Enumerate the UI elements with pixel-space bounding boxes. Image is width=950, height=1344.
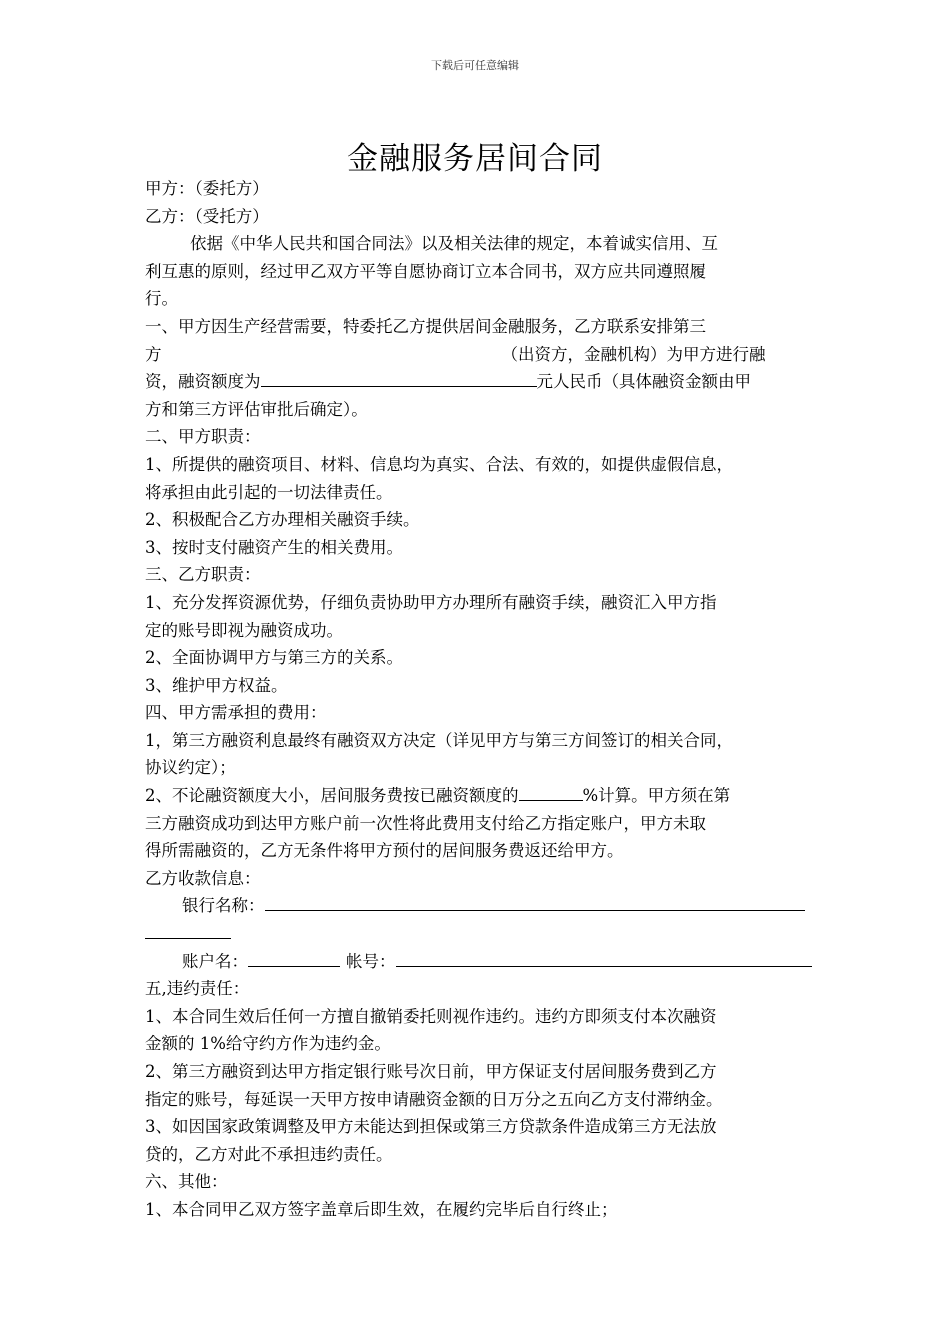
section-1-funder-text: （出资方，金融机构）为甲方进行融 [501, 344, 766, 364]
account-number-label: 帐号： [346, 951, 396, 971]
section-5-item-2b: 指定的账号，每延误一天甲方按申请融资金额的日万分之五向乙方支付滞纳金。 [145, 1089, 723, 1109]
intro-line-3: 行。 [145, 289, 178, 309]
section-4-item-1b: 协议约定）； [145, 758, 236, 778]
section-3-item-1b: 定的账号即视为融资成功。 [145, 620, 343, 640]
section-2-item-1a: 1、所提供的融资项目、材料、信息均为真实、合法、有效的，如提供虚假信息， [145, 454, 733, 474]
financing-amount-label: 资，融资额度为 [145, 372, 261, 392]
account-number-blank [396, 949, 812, 967]
section-4-item-2b: 三方融资成功到达甲方账户前一次性将此费用支付给乙方指定账户，甲方未取 [145, 813, 706, 833]
section-1-line-2 [145, 341, 821, 369]
account-line [145, 948, 821, 976]
section-3-heading: 三、乙方职责： [145, 565, 261, 585]
party-a-line: 甲方：（委托方） [145, 179, 269, 198]
section-2-item-2: 2、积极配合乙方办理相关融资手续。 [145, 510, 420, 530]
intro-line-1: 依据《中华人民共和国合同法》以及相关法律的规定，本着诚实信用、互 [190, 234, 718, 254]
document-title: 金融服务居间合同 [347, 141, 603, 177]
section-3-item-1a: 1、充分发挥资源优势，仔细负责协助甲方办理所有融资手续，融资汇入甲方指 [145, 592, 717, 612]
section-3-item-2: 2、全面协调甲方与第三方的关系。 [145, 648, 403, 668]
section-1-line-1: 一、甲方因生产经营需要，特委托乙方提供居间金融服务，乙方联系安排第三 [145, 316, 706, 336]
section-1-line-3 [145, 368, 821, 396]
section-6-heading: 六、其他： [145, 1172, 228, 1192]
section-1-line-4: 方和第三方评估审批后确定）。 [145, 399, 368, 419]
bank-name-blank [265, 893, 805, 911]
account-name-label: 账户名： [182, 951, 248, 971]
section-5-heading: 五,违约责任： [145, 979, 250, 999]
page-header: 下载后可任意编辑 [431, 59, 519, 72]
bank-name-line-cont [145, 920, 821, 948]
intro-line-2: 利互惠的原则，经过甲乙双方平等自愿协商订立本合同书，双方应共同遵照履 [145, 261, 706, 281]
section-3-item-3: 3、维护甲方权益。 [145, 675, 288, 695]
section-5-item-1a: 1、本合同生效后任何一方擅自撤销委托则视作违约。违约方即须支付本次融资 [145, 1006, 717, 1026]
contract-body [145, 175, 821, 1224]
bank-name-label: 银行名称： [182, 896, 265, 916]
section-4-item-1a: 1，第三方融资利息最终有融资双方决定（详见甲方与第三方间签订的相关合同， [145, 730, 733, 750]
section-5-item-2a: 2、第三方融资到达甲方指定银行账号次日前，甲方保证支付居间服务费到乙方 [145, 1062, 717, 1081]
section-5-item-1b: 金额的 1%给守约方作为违约金。 [145, 1034, 391, 1054]
fee-rate-label: 2、不论融资额度大小，居间服务费按已融资额度的 [145, 786, 519, 806]
payment-info-heading: 乙方收款信息： [145, 868, 261, 888]
section-4-heading: 四、甲方需承担的费用： [145, 703, 327, 723]
financing-amount-blank [261, 369, 537, 387]
section-4-item-2a [145, 782, 821, 810]
section-2-item-1b: 将承担由此引起的一切法律责任。 [145, 482, 393, 502]
bank-name-line [145, 892, 821, 920]
bank-name-blank-cont [145, 921, 231, 939]
section-2-heading: 二、甲方职责： [145, 427, 261, 447]
section-1-fang: 方 [145, 344, 162, 364]
account-name-blank [248, 949, 340, 967]
party-b-line: 乙方：（受托方） [145, 206, 269, 226]
fee-rate-suffix: %计算。甲方须在第 [582, 786, 731, 806]
fee-rate-blank [519, 783, 583, 801]
financing-amount-unit: 元人民币（具体融资金额由甲 [536, 372, 751, 392]
section-4-item-2c: 得所需融资的，乙方无条件将甲方预付的居间服务费返还给甲方。 [145, 841, 624, 861]
section-5-item-3a: 3、如因国家政策调整及甲方未能达到担保或第三方贷款条件造成第三方无法放 [145, 1117, 717, 1137]
section-5-item-3b: 贷的，乙方对此不承担违约责任。 [145, 1144, 393, 1164]
section-2-item-3: 3、按时支付融资产生的相关费用。 [145, 537, 403, 557]
section-6-item-1: 1、本合同甲乙双方签字盖章后即生效，在履约完毕后自行终止； [145, 1199, 618, 1219]
